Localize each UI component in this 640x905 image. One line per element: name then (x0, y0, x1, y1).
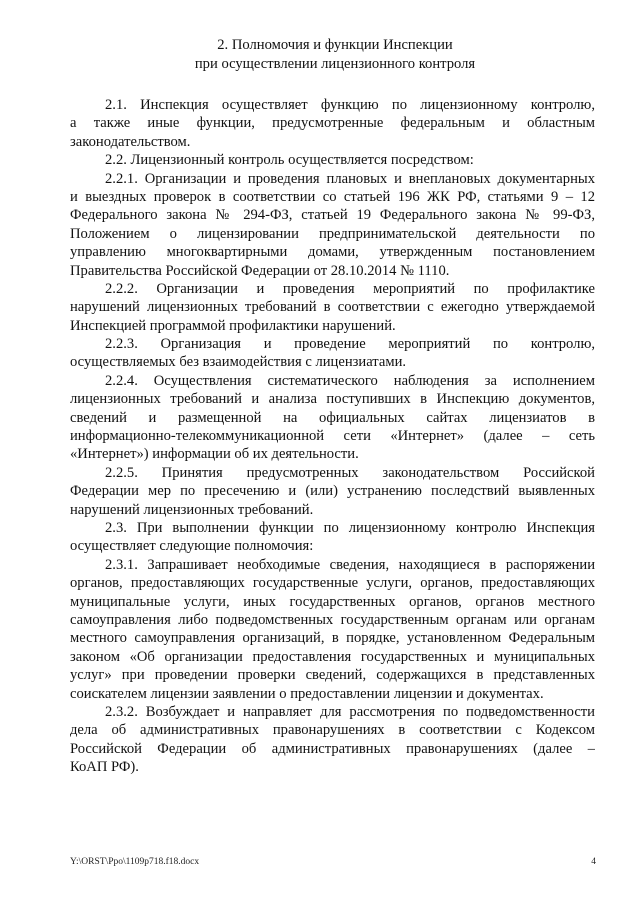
paragraph (70, 372, 595, 464)
paragraph-line: «Интернет») информации об их деятельности. (70, 446, 359, 463)
document-body (70, 96, 595, 776)
paragraph (70, 556, 595, 703)
paragraph-line: 2.2.5. Принятия предусмотренных законодательством Российской (105, 464, 595, 481)
paragraph-line: осуществляемых без взаимодействия с лицензиатами. (70, 354, 407, 371)
paragraph-line: КоАП РФ). (70, 759, 139, 776)
paragraph-line: 2.2.3. Организация и проведение мероприятий по контролю, (105, 336, 595, 353)
paragraph-line: и выездных проверок в соответствии со статьей 196 ЖК РФ, статьями 9 – 12 (70, 188, 595, 205)
paragraph-line: 2.2.4. Осуществления систематического наблюдения за исполнением (105, 372, 595, 389)
paragraph-line: управлению многоквартирными домами, утвержденным постановлением (70, 244, 595, 261)
paragraph-line: Российской Федерации об административных правонарушениях (далее – (70, 740, 595, 757)
paragraph-line: Федерального закона № 294-ФЗ, статьей 19 Федерального закона № 99-ФЗ, (70, 207, 595, 224)
footer-page-number: 4 (591, 857, 596, 867)
paragraph-line: Правительства Российской Федерации от 28.10.2014 № 1110. (70, 262, 450, 279)
paragraph-line: законом «Об организации предоставления государственных и муниципальных (70, 648, 595, 665)
paragraph-line: сведений и размещенной на официальных сайтах лицензиатов в (70, 409, 595, 426)
paragraph-line: 2.2.2. Организации и проведения мероприятий по профилактике (105, 280, 595, 297)
paragraph (70, 151, 595, 169)
paragraph-line: соискателем лицензии заявлении о предоставлении лицензии и документах. (70, 685, 544, 702)
paragraph-line: местного самоуправления организаций, в порядке, установленном Федеральным (70, 630, 595, 647)
paragraph-line: дела об административных правонарушениях в соответствии с Кодексом (70, 722, 595, 739)
paragraph-line: нарушений лицензионных требований в соответствии с ежегодно утверждаемой (70, 299, 595, 316)
paragraph (70, 519, 595, 556)
paragraph-line: Федерации мер по пресечению и (или) устранению последствий выявленных (70, 483, 595, 500)
paragraph-line: 2.2. Лицензионный контроль осуществляется посредством: (105, 152, 474, 169)
paragraph (70, 464, 595, 519)
paragraph-line: Инспекцией программой профилактики нарушений. (70, 317, 396, 334)
paragraph-line: муниципальные услуги, иных государственных органов, органов местного (70, 593, 595, 610)
paragraph-line: нарушений лицензионных требований. (70, 501, 314, 518)
paragraph-line: услуг» при проведении проверки сведений, содержащихся в представленных (70, 667, 595, 684)
paragraph-line: осуществляет следующие полномочия: (70, 538, 314, 555)
paragraph-line: законодательством. (70, 133, 191, 150)
paragraph (70, 170, 595, 280)
paragraph (70, 703, 595, 777)
paragraph-line: Положением о лицензировании предпринимательской деятельности по (70, 225, 595, 242)
section-heading (70, 36, 600, 74)
paragraph-line: 2.3.2. Возбуждает и направляет для рассмотрения по подведомственности (105, 703, 595, 720)
paragraph-line: лицензионных требований и анализа поступивших в Инспекцию документов, (70, 391, 595, 408)
footer-file-path: Y:\ORST\Ppo\1109p718.f18.docx (70, 857, 200, 867)
paragraph (70, 280, 595, 335)
paragraph-line: информационно-телекоммуникационной сети «Интернет» (далее – сеть (70, 428, 595, 445)
paragraph (70, 96, 595, 151)
paragraph-line: 2.3.1. Запрашивает необходимые сведения, находящиеся в распоряжении (105, 556, 595, 573)
paragraph-line: органов, предоставляющих государственные услуги, органов, предоставляющих (70, 575, 595, 592)
paragraph-line: а также иные функции, предусмотренные федеральным и областным (70, 115, 595, 132)
paragraph-line: 2.1. Инспекция осуществляет функцию по лицензионному контролю, (105, 97, 595, 113)
paragraph-line: 2.2.1. Организации и проведения плановых и внеплановых документарных (105, 170, 595, 187)
heading-line-2: при осуществлении лицензионного контроля (194, 56, 476, 72)
paragraph (70, 335, 595, 372)
heading-line-1: 2. Полномочия и функции Инспекции (217, 37, 453, 53)
paragraph-line: 2.3. При выполнении функции по лицензионному контролю Инспекция (105, 519, 595, 536)
paragraph-line: самоуправления либо подведомственных государственным органам или органам (70, 611, 595, 628)
